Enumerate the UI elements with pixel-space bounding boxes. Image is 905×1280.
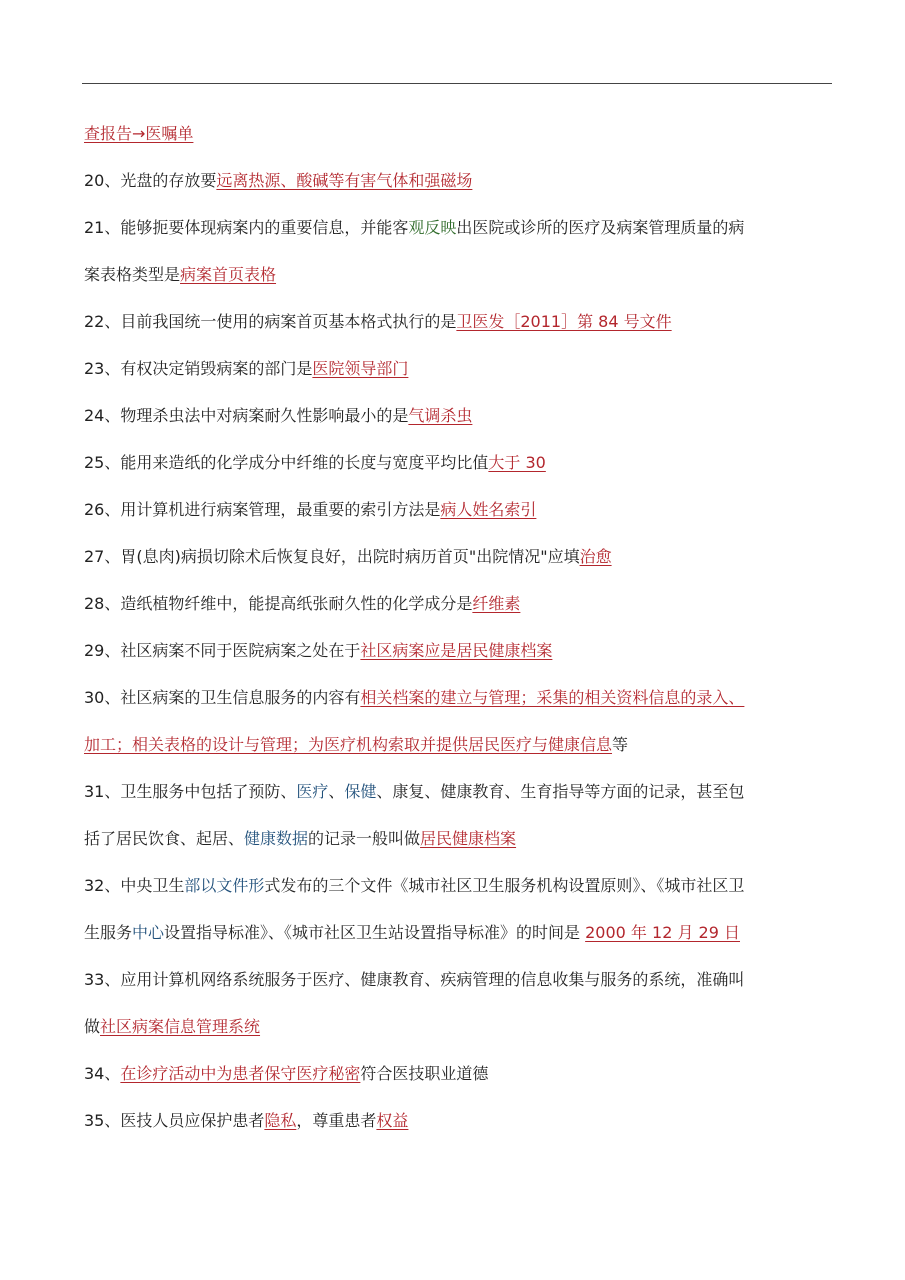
line-text: 健康数据 [244,829,309,848]
line-text: 35、医技人员应保护患者 [84,1111,265,1130]
line-text: 部以文件形 [184,876,265,895]
answer-text: 在诊疗活动中为患者保守医疗秘密 [120,1064,361,1083]
line-text: 设置指导标准》、《城市社区卫生站设置指导标准》的时间是 [164,923,586,942]
line-text: 31、卫生服务中包括了预防、 [84,782,297,801]
line-text: 括了居民饮食、起居、 [84,829,245,848]
answer-text: 社区病案应是居民健康档案 [360,641,553,660]
text-line [84,1050,844,1097]
line-text: 22、目前我国统一使用的病案首页基本格式执行的是 [84,312,457,331]
line-text: 中心 [132,923,165,942]
text-line [84,674,844,721]
line-text: 34、 [84,1064,121,1083]
line-text: 33、应用计算机网络系统服务于医疗、健康教育、疾病管理的信息收集与服务的系统，准确叫 [84,970,745,989]
line-text: 21、能够扼要体现病案内的重要信息，并能客 [84,218,409,237]
text-line [84,1097,844,1144]
text-line [84,862,844,909]
answer-text: 大于 30 [488,453,546,472]
answer-text: 病案首页表格 [180,265,277,284]
line-text: 26、用计算机进行病案管理，最重要的索引方法是 [84,500,441,519]
line-text: 、康复、健康教育、生育指导等方面的记录，甚至包 [376,782,745,801]
text-line [84,533,844,580]
line-text: 医疗 [296,782,329,801]
document-body [84,110,844,1144]
line-text: 等 [612,735,629,754]
answer-text: 加工；相关表格的设计与管理；为医疗机构索取并提供居民医疗与健康信息 [84,735,613,754]
answer-text: 2000 年 12 月 29 日 [585,923,740,942]
text-line [84,815,844,862]
line-text: ，尊重患者 [296,1111,377,1130]
text-line [84,627,844,674]
text-line [84,251,844,298]
header-rule [82,83,832,84]
text-line [84,486,844,533]
answer-text: 远离热源、酸碱等有害气体和强磁场 [216,171,473,190]
line-text: 20、光盘的存放要 [84,171,217,190]
line-text: 符合医技职业道德 [360,1064,489,1083]
text-line [84,721,844,768]
answer-text: 气调杀虫 [408,406,473,425]
text-line [84,439,844,486]
line-text: 式发布的三个文件《城市社区卫生服务机构设置原则》、《城市社区卫 [264,876,745,895]
text-line [84,768,844,815]
answer-text: 权益 [376,1111,409,1130]
answer-text: 社区病案信息管理系统 [100,1017,261,1036]
text-line [84,392,844,439]
text-line [84,157,844,204]
line-text: 观反映 [408,218,457,237]
line-text: 29、社区病案不同于医院病案之处在于 [84,641,361,660]
answer-text: 治愈 [579,547,612,566]
text-line [84,204,844,251]
text-line [84,345,844,392]
line-text: 25、能用来造纸的化学成分中纤维的长度与宽度平均比值 [84,453,489,472]
line-text: 出医院或诊所的医疗及病案管理质量的病 [456,218,745,237]
answer-text: 查报告→医嘱单 [84,124,194,143]
answer-text: 卫医发［2011］第 84 号文件 [456,312,672,331]
line-text: 、 [328,782,345,801]
line-text: 24、物理杀虫法中对病案耐久性影响最小的是 [84,406,409,425]
line-text: 30、社区病案的卫生信息服务的内容有 [84,688,361,707]
line-text: 的记录一般叫做 [308,829,421,848]
text-line [84,110,844,157]
text-line [84,909,844,956]
answer-text: 居民健康档案 [420,829,517,848]
line-text: 案表格类型是 [84,265,181,284]
line-text: 27、胃(息肉)病损切除术后恢复良好，出院时病历首页"出院情况"应填 [84,547,580,566]
line-text: 保健 [344,782,377,801]
answer-text: 医院领导部门 [312,359,409,378]
text-line [84,1003,844,1050]
line-text: 生服务 [84,923,133,942]
answer-text: 相关档案的建立与管理；采集的相关资料信息的录入、 [360,688,745,707]
text-line [84,956,844,1003]
line-text: 做 [84,1017,101,1036]
line-text: 32、中央卫生 [84,876,185,895]
text-line [84,580,844,627]
answer-text: 纤维素 [472,594,521,613]
text-line [84,298,844,345]
answer-text: 隐私 [264,1111,297,1130]
answer-text: 病人姓名索引 [440,500,537,519]
line-text: 28、造纸植物纤维中，能提高纸张耐久性的化学成分是 [84,594,473,613]
line-text: 23、有权决定销毁病案的部门是 [84,359,313,378]
